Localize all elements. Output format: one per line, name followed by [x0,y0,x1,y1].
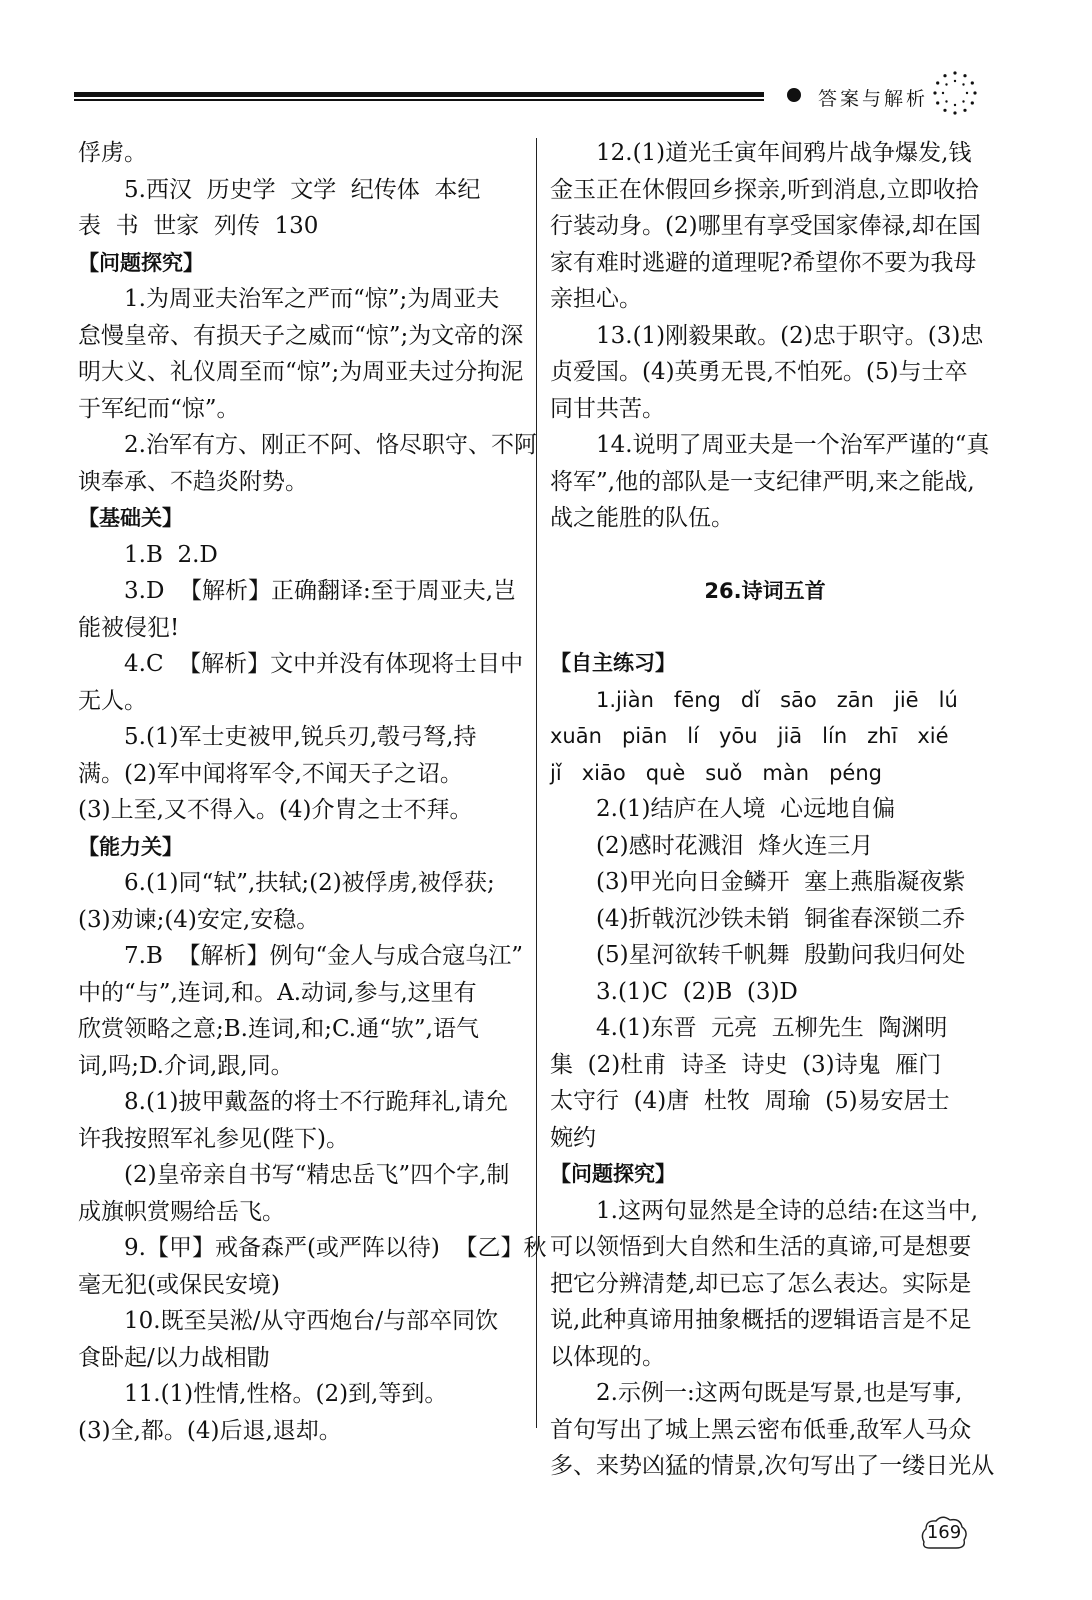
left-column [78,135,547,1449]
text-line: 1.为周亚夫治军之严而“惊”;为周亚夫 [124,286,500,312]
text-line: 10.既至吴淞/从守西炮台/与部卒同饮 [124,1308,499,1334]
text-line: 表 书 世家 列传 130 [78,213,319,239]
section-heading: 【自主练习】 [550,651,676,675]
text-line: 将军”,他的部队是一支纪律严明,来之能战, [550,468,975,495]
bullet-dot-icon [787,88,801,102]
text-line: (3)全,都。(4)后退,退却。 [78,1417,342,1444]
text-line: 集 (2)杜甫 诗圣 诗史 (3)诗鬼 雁门 [550,1051,942,1078]
text-line: 俘虏。 [78,140,147,166]
text-line: 行装动身。(2)哪里有享受国家俸禄,却在国 [550,213,981,239]
text-line: (2)皇帝亲自书写“精忠岳飞”四个字,制 [124,1162,510,1188]
text-line: 同甘共苦。 [550,395,665,422]
text-line: (4)折戟沉沙铁未销 铜雀春深锁二乔 [596,905,966,932]
text-line: 7.B 【解析】例句“金人与成合寇乌江” [124,943,523,969]
section-heading: 【问题探究】 [78,250,204,275]
text-line: (3)甲光向日金鳞开 塞上燕脂凝夜紫 [596,869,966,895]
dotted-circle-icon [932,70,978,116]
text-line: 金玉正在休假回乡探亲,听到消息,立即收拾 [550,176,979,203]
text-line: 9.【甲】戒备森严(或严阵以待) 【乙】秋 [124,1235,547,1261]
text-line: 贞爱国。(4)英勇无畏,不怕死。(5)与士卒 [550,359,968,385]
text-line: 以体现的。 [550,1343,665,1370]
text-line: 满。(2)军中闻将军令,不闻天子之诏。 [78,760,463,787]
text-line: 5.西汉 历史学 文学 纪传体 本纪 [124,176,481,203]
text-line: 5.(1)军士吏被甲,锐兵刃,彀弓弩,持 [124,724,477,750]
text-line: 许我按照军礼参见(陛下)。 [78,1125,349,1152]
text-line: 中的“与”,连词,和。A.动词,参与,这里有 [78,979,477,1006]
text-line: 成旗帜赏赐给岳飞。 [78,1198,285,1225]
text-line: 可以领悟到大自然和生活的真谛,可是想要 [550,1234,972,1260]
lesson-title: 26.诗词五首 [704,578,826,603]
text-line: 食卧起/以力战相勖 [78,1344,270,1371]
text-line: (3)上至,又不得入。(4)介胄之士不拜。 [78,797,473,823]
text-line: 怠慢皇帝、有损天子之威而“惊”;为文帝的深 [78,322,524,349]
text-line: 家有难时逃避的道理呢?希望你不要为我母 [550,249,977,276]
text-line: 3.(1)C (2)B (3)D [596,978,798,1005]
text-line: 14.说明了周亚夫是一个治军严谨的“真 [596,432,990,458]
text-line: 能被侵犯! [78,614,180,641]
text-line: 4.(1)东晋 元亮 五柳先生 陶渊明 [596,1015,948,1041]
header-rule-thick [74,92,764,97]
text-line: 太守行 (4)唐 杜牧 周瑜 (5)易安居士 [550,1088,950,1114]
header-title: 答案与解析 [818,88,929,110]
text-line: 首句写出了城上黑云密布低垂,敌军人马众 [550,1416,972,1443]
text-line: 4.C 【解析】文中并没有体现将士目中 [124,651,524,677]
text-line: 婉约 [550,1124,596,1151]
text-line: 亲担心。 [550,286,642,312]
section-heading: 【基础关】 [78,506,183,530]
text-line: 多、来势凶猛的情景,次句写出了一缕日光从 [550,1453,995,1479]
text-line: 12.(1)道光壬寅年间鸦片战争爆发,钱 [596,140,972,166]
text-line: 词,吗;D.介词,跟,同。 [78,1052,294,1079]
text-line: 战之能胜的队伍。 [550,505,734,531]
page-number: 169 [926,1522,962,1543]
text-line: 谀奉承、不趋炎附势。 [78,468,308,495]
header-rule-thin [74,99,764,101]
text-line: 8.(1)披甲戴盔的将士不行跪拜礼,请允 [124,1089,508,1115]
spacer [550,609,980,645]
text-line: 6.(1)同“轼”,扶轼;(2)被俘虏,被俘获; [124,870,495,896]
right-column [550,135,995,1485]
text-line: 1.B 2.D [124,541,218,568]
text-line: 明大义、礼仪周至而“惊”;为周亚夫过分拘泥 [78,359,524,385]
text-line: 13.(1)刚毅果敢。(2)忠于职守。(3)忠 [596,322,984,349]
text-line: 2.示例一:这两句既是写景,也是写事, [596,1380,963,1406]
text-line: 1.这两句显然是全诗的总结:在这当中, [596,1197,979,1224]
text-line: 无人。 [78,687,147,714]
text-line: xuān piān lí yōu jiā lín zhī xié [550,724,949,748]
text-line: 3.D 【解析】正确翻译:至于周亚夫,岂 [124,578,517,604]
text-line: (5)星河欲转千帆舞 殷勤问我归何处 [596,942,966,968]
text-line: 1.jiàn fēng dǐ sāo zān jiē lú [596,687,958,712]
text-line: 11.(1)性情,性格。(2)到,等到。 [124,1381,448,1407]
section-heading: 【问题探究】 [550,1162,676,1186]
text-line: 于军纪而“惊”。 [78,395,240,422]
text-line: 毫无犯(或保民安境) [78,1271,280,1298]
text-line: 2.(1)结庐在人境 心远地自偏 [596,796,896,822]
spacer [550,537,980,573]
section-heading: 【能力关】 [78,834,183,859]
text-line: 说,此种真谛用抽象概括的逻辑语言是不足 [550,1307,972,1333]
text-line: 欣赏领略之意;B.连词,和;C.通“欤”,语气 [78,1016,479,1042]
text-line: 2.治军有方、刚正不阿、恪尽职守、不阿 [124,432,537,458]
text-line: jǐ xiāo què suǒ màn péng [550,760,882,785]
text-line: (3)劝谏;(4)安定,安稳。 [78,906,320,933]
text-line: (2)感时花溅泪 烽火连三月 [596,832,874,859]
text-line: 把它分辨清楚,却已忘了怎么表达。实际是 [550,1270,972,1297]
